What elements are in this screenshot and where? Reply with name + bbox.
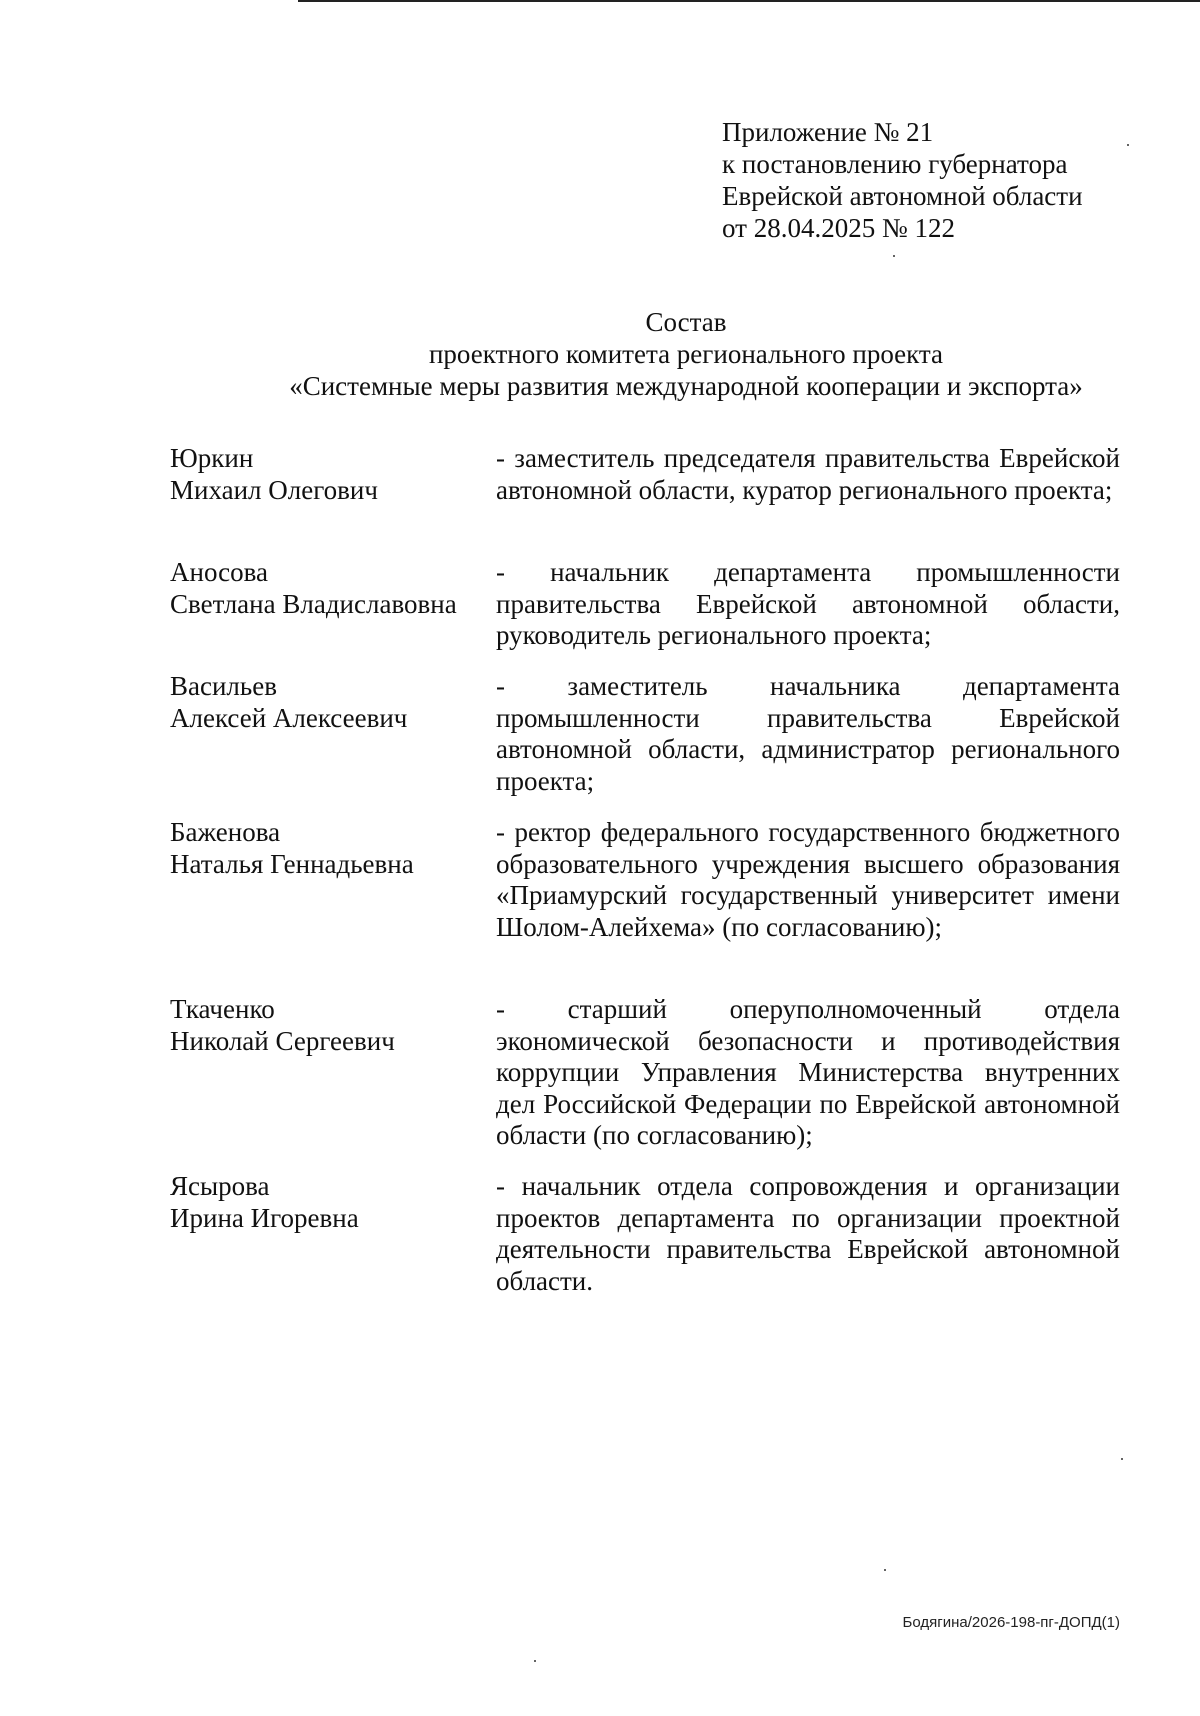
- member-given-names: Наталья Геннадьевна: [170, 848, 414, 879]
- member-role: - старший оперуполномоченный отдела экономической безопасности и противодействия коррупции Управления Министерства внутренних дел Российской Федерации по Еврейской автономной области (по согласованию);: [496, 994, 1120, 1150]
- appendix-reference: к постановлению губернатора: [722, 149, 1068, 179]
- member-given-names: Ирина Игоревна: [170, 1202, 359, 1233]
- scan-speck: [884, 1569, 886, 1571]
- member-role: - заместитель начальника департамента промышленности правительства Еврейской автономной области, администратор регионального проекта;: [496, 671, 1120, 796]
- member-role: - ректор федерального государственного бюджетного образовательного учреждения высшего образования «Приамурский государственный университет имени Шолом-Алейхема» (по согласованию);: [496, 817, 1120, 942]
- member-name: [170, 994, 490, 1057]
- scan-speck: [534, 1660, 536, 1662]
- member-name: [170, 443, 490, 506]
- member-role: - заместитель председателя правительства Еврейской автономной области, куратор регионального проекта;: [496, 443, 1120, 505]
- title-line-1: Состав: [645, 307, 727, 337]
- title-line-2: проектного комитета регионального проекта: [428, 339, 944, 369]
- member-name: [170, 817, 490, 880]
- appendix-date-number: от 28.04.2025 № 122: [722, 213, 955, 243]
- member-role: - начальник отдела сопровождения и организации проектов департамента по организации проектной деятельности правительства Еврейской автономной области.: [496, 1171, 1120, 1296]
- member-given-names: Алексей Алексеевич: [170, 702, 408, 733]
- document-registration-code: Бодягина/2026-198-пг-ДОПД(1): [902, 1614, 1120, 1631]
- member-surname: Ясырова: [170, 1171, 270, 1201]
- member-name: [170, 671, 490, 734]
- member-surname: Васильев: [170, 671, 277, 701]
- scan-speck: [1127, 144, 1129, 146]
- appendix-header: [722, 116, 1083, 244]
- member-surname: Ткаченко: [170, 994, 275, 1024]
- member-name: [170, 557, 490, 620]
- scan-speck: [1121, 1458, 1123, 1460]
- member-surname: Баженова: [170, 817, 281, 847]
- member-role: - начальник департамента промышленности правительства Еврейской автономной области, руководитель регионального проекта;: [496, 557, 1120, 650]
- member-given-names: Светлана Владиславовна: [170, 588, 457, 619]
- scan-speck: [893, 255, 895, 257]
- title-line-3: «Системные меры развития международной кооперации и экспорта»: [289, 371, 1083, 401]
- appendix-region: Еврейской автономной области: [722, 181, 1083, 211]
- member-given-names: Михаил Олегович: [170, 474, 378, 505]
- top-scan-rule: [298, 0, 1200, 2]
- member-surname: Юркин: [170, 443, 254, 473]
- member-name: [170, 1171, 490, 1234]
- appendix-number: Приложение № 21: [722, 117, 934, 147]
- document-title: [0, 306, 1200, 402]
- member-surname: Аносова: [170, 557, 268, 587]
- member-given-names: Николай Сергеевич: [170, 1025, 395, 1056]
